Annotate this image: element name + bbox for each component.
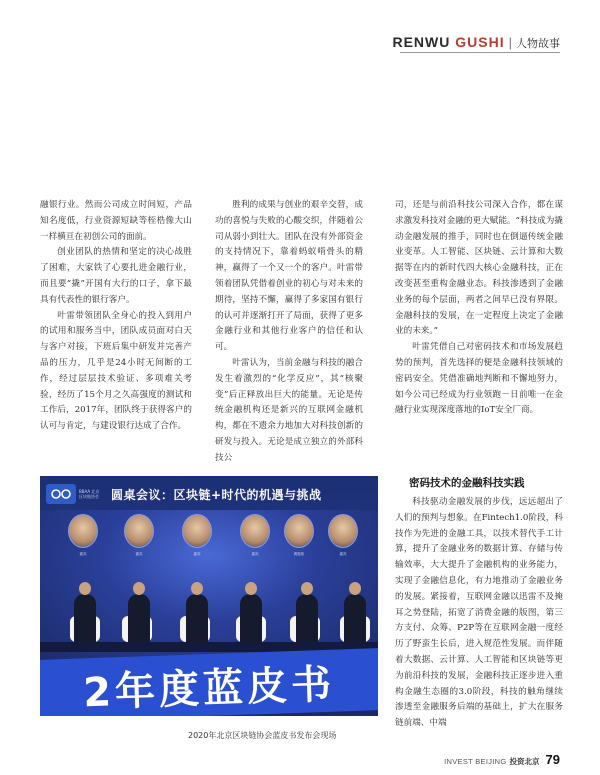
paragraph: 科技驱动金融发展的步伐，远远超出了人们的预判与想象。在Fintech1.0阶段，科技作为先进的金融工具，以技术替代手工计算，提升了金融业务的数据计算、存储与传输效率，大大提升了金融机构的业务能力，实现了金融信息化，有力地推动了金融业务的发展。紧接着，互联网金融以迅雷不及掩耳之势登陆，拓宽了消费金融的版图，第三方支付、众筹、P2P等在互联网金融一度经历了野蛮生长后，进入规范性发展。而伴随着大数据、云计算、人工智能和区块链等更为前沿科技的发展，金融科技正逐步进入重构金融生态圈的3.0阶段，科技的触角继续渗透至金融服务后端的基础上，扩大在服务链前端、中端 (395, 497, 563, 729)
header-en (392, 34, 504, 50)
panelist (74, 594, 96, 644)
paragraph: 叶雷认为，当前金融与科技的融合发生着激烈的“化学反应”，其“核聚变”后正释放出巨大的能量。无论是传统金融机构还是新兴的互联网金融机构，都在不遗余力地加大对科技创新的研发与投入。无论是成立独立的外部科技公 (215, 357, 363, 463)
page-number: 79 (545, 752, 560, 767)
blue-book-text: 2年度蓝皮书 (82, 661, 336, 716)
paragraph: 叶雷凭借自己对密码技术和市场发展趋势的预判，首先选择的便是金融科技领域的密码安全。凭借准确地判断和不懈地努力，如今公司已经成为行业领跑－日前唯一在金融行业实现深度落地的IoT安全厂商。 (395, 342, 563, 416)
association-logo-icon (46, 484, 76, 504)
paragraph: 司，还是与前沿科技公司深入合作，都在谋求激发科技对金融的更大赋能。“科技成为撬动金融发展的推手，同时也在倒逼传统金融业变革。人工智能、区块链、云计算和大数据等在内的新时代四大核心金融科技，正在改变甚至重构金融业态。科技渗透到了金融业务的每个层面，两者之间早已没有界限。金融科技的发展，在一定程度上决定了金融业的未来。” (395, 200, 563, 337)
association-name: BBAA 北京区块链协会 (79, 489, 100, 499)
speaker-label: 嘉宾 (135, 552, 143, 556)
panelist (186, 594, 208, 644)
speaker-label: 嘉宾 (251, 552, 259, 556)
text-column-4 (395, 475, 563, 732)
header-divider (400, 52, 560, 53)
panelist (240, 594, 262, 644)
banner-title: 圆桌会议：区块链+时代的机遇与挑战 (111, 487, 322, 502)
paragraph: 融银行业。然而公司成立时间短，产品知名度低，行业资源短缺等桎梏像大山一样横亘在初创公司的面前。 (40, 200, 192, 242)
panelist (344, 594, 366, 644)
speaker-portrait (284, 514, 314, 548)
paragraph: 叶雷带领团队全身心的投入到用户的试用和服务当中，团队成员面对白天与客户对接，下班后集中研发并完善产品的压力，几乎是24小时无间断的工作，经过层层技术验证、多项难关考验，经历了15个月之久高强度的测试和工作后，2017年，团队终于获得客户的认可与肯定，与建设银行达成了合作。 (40, 310, 192, 432)
page-footer (444, 752, 560, 767)
header-en-second: GUSHI (455, 34, 505, 50)
section-heading: 密码技术的金融科技实践 (409, 477, 525, 489)
speaker-label: 嘉宾 (339, 552, 347, 556)
panelist (296, 594, 318, 644)
photo-caption: 2020年北京区块链协会蓝皮书发布会现场 (188, 731, 337, 740)
speaker-label: 嘉宾 (79, 552, 87, 556)
speaker-portrait (182, 514, 212, 548)
paragraph: 胜利的成果与创业的艰辛交替，成功的喜悦与失败的心酸交织，伴随着公司从弱小到壮大。团队在没有外部资金的支持情况下，靠着蚂蚁啃骨头的精神，赢得了一个又一个的客户。叶雷带领着团队凭借着创业的初心与对未来的期待，坚持不懈，赢得了多家国有银行的认可并逐渐打开了局面，获得了更多金融行业和其他行业客户的信任和认可。 (215, 200, 363, 353)
speaker-portrait (68, 514, 98, 548)
speaker-label: 嘉宾 (193, 552, 201, 556)
text-column-2 (215, 198, 363, 467)
panelist (128, 594, 150, 644)
speaker-portrait (124, 514, 154, 548)
magazine-name-en: INVEST BEIJING (444, 757, 507, 766)
header-section-title: 人物故事 (516, 37, 560, 50)
magazine-name-zh: 投资北京 (509, 757, 540, 766)
text-column-1 (40, 198, 192, 435)
speaker-portrait (240, 514, 270, 548)
header-en-first: RENWU (392, 34, 451, 50)
speaker-label: 黄振伟 (293, 552, 305, 556)
event-photo (40, 476, 378, 716)
speaker-portrait (328, 514, 358, 548)
photo-banner (40, 481, 378, 507)
header-separator: | (508, 35, 512, 50)
page-header (392, 34, 560, 51)
blue-book-banner (40, 648, 378, 716)
paragraph: 创业团队的热情和坚定的决心战胜了困难，大家铁了心要扎进金融行业，而且要“撬”开国有大行的口子，拿下最具有代表性的银行客户。 (40, 247, 192, 305)
text-column-3 (395, 198, 563, 419)
